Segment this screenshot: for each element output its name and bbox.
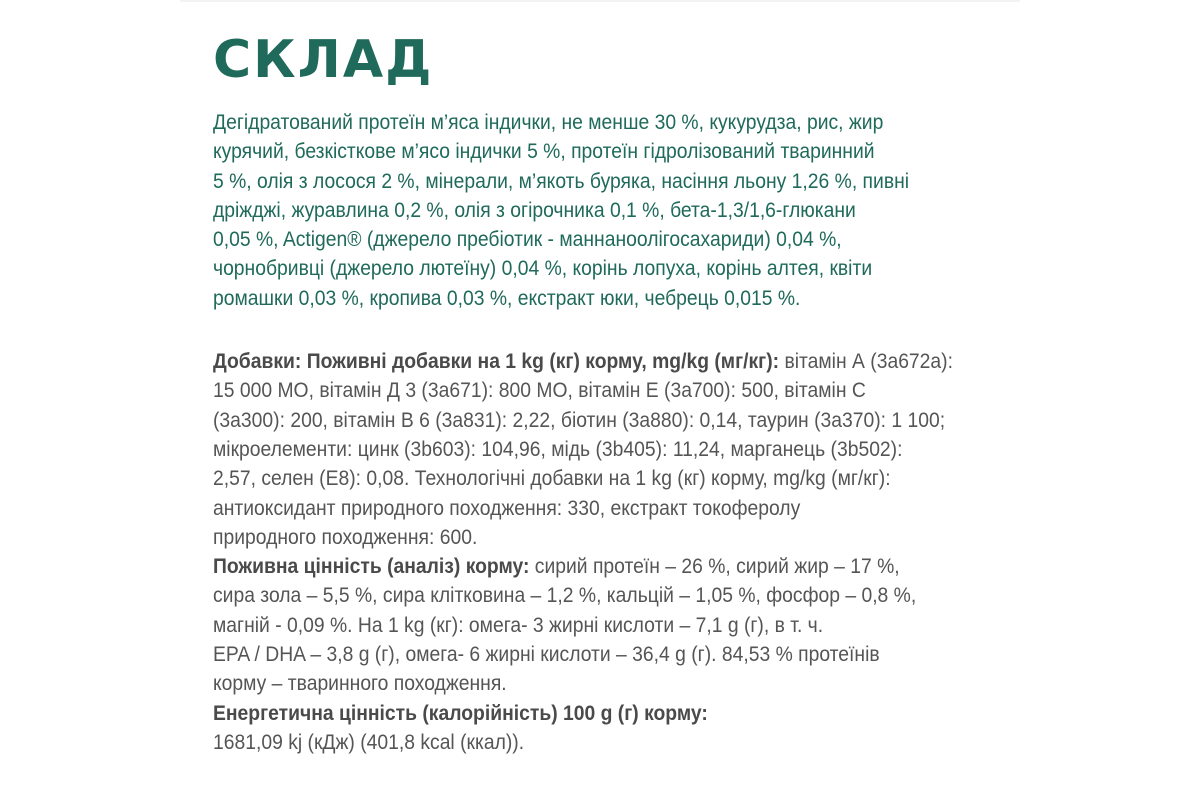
composition-paragraph xyxy=(213,108,1004,313)
additives-label: Добавки: Поживні добавки на 1 kg (кг) корму, mg/kg (мг/кг): xyxy=(213,350,780,374)
additives-line: 15 000 МО, вітамін Д 3 (3а671): 800 МО, вітамін Е (3а700): 500, вітамін С xyxy=(213,379,866,403)
additives-paragraph xyxy=(213,347,1004,552)
additives-line: 2,57, селен (E8): 0,08. Технологічні добавки на 1 kg (кг) корму, mg/kg (мг/кг): xyxy=(213,467,891,491)
additives-first-line xyxy=(213,347,1004,376)
energy-label: Енергетична цінність (калорійність) 100 g (г) корму: xyxy=(213,701,708,725)
energy-line: 1681,09 kj (кДж) (401,8 kcal (ккал)). xyxy=(213,730,525,754)
nutrition-line: EPA / DHA – 3,8 g (г), омега- 6 жирні кислоти – 36,4 g (г). 84,53 % протеїнів xyxy=(213,643,880,667)
nutrition-line: сира зола – 5,5 %, сира клітковина – 1,2 %, кальцій – 1,05 %, фосфор – 0,8 %, xyxy=(213,584,917,608)
composition-line: дріжджі, журавлина 0,2 %, олія з огірочника 0,1 %, бета-1,3/1,6-глюкани xyxy=(213,198,856,222)
composition-line: Дегідратований протеїн м’яса індички, не менше 30 %, кукурудза, рис, жир xyxy=(213,111,884,134)
nutrition-line: корму – тваринного походження. xyxy=(213,672,507,696)
composition-section xyxy=(213,26,1003,757)
nutrition-paragraph xyxy=(213,552,1004,698)
additives-line: (3а300): 200, вітамін В 6 (3а831): 2,22, біотин (3а880): 0,14, таурин (3а370): 1 100; xyxy=(213,408,946,432)
composition-line: курячий, безкісткове м’ясо індички 5 %, протеїн гідролізований тваринний xyxy=(213,140,875,164)
composition-line: 0,05 %, Actigen® (джерело пребіотик - маннаноолігосахариди) 0,04 %, xyxy=(213,228,842,252)
additives-line: антиоксидант природного походження: 330, екстракт токоферолу xyxy=(213,496,801,520)
composition-line: чорнобривці (джерело лютеїну) 0,04 %, корінь лопуха, корінь алтея, квіти xyxy=(213,257,873,281)
nutrition-line: магній - 0,09 %. На 1 kg (кг): омега- 3 жирні кислоти – 7,1 g (г), в т. ч. xyxy=(213,613,824,637)
nutrition-first-line xyxy=(213,552,1004,581)
additives-line: природного походження: 600. xyxy=(213,525,478,549)
nutrition-label: Поживна цінність (аналіз) корму: xyxy=(213,555,530,579)
top-divider xyxy=(180,0,1020,2)
energy-paragraph xyxy=(213,699,1004,758)
composition-line: ромашки 0,03 %, кропива 0,03 %, екстракт юки, чебрець 0,015 %. xyxy=(213,286,801,310)
section-heading: СКЛАД xyxy=(213,30,434,90)
additives-first-line-text: вітамін А (3а672а): xyxy=(779,350,953,374)
additives-line: мікроелементи: цинк (3b603): 104,96, мідь (3b405): 11,24, марганець (3b502): xyxy=(213,437,903,461)
nutrition-first-line-text: сирий протеїн – 26 %, сирий жир – 17 %, xyxy=(529,555,900,579)
composition-line: 5 %, олія з лосося 2 %, мінерали, м’якоть буряка, насіння льону 1,26 %, пивні xyxy=(213,169,910,193)
